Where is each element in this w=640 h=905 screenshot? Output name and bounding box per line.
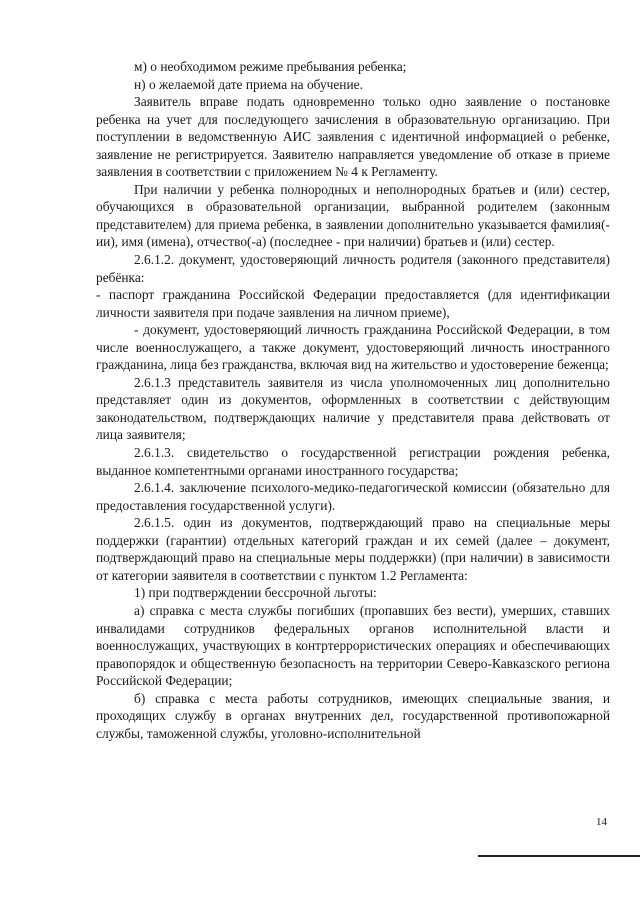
document-body bbox=[96, 58, 610, 742]
paragraph-single-application: Заявитель вправе подать одновременно только одно заявление о постановке ребенка на учет для последующего зачисления в образовательную организацию. При поступлении в ведомственную АИС заявления с идентичной информацией о ребенке, заявление не регистрируется. Заявителю направляется уведомление об отказе в приеме заявления в соответствии с приложением № 4 к Регламенту. bbox=[96, 94, 610, 180]
paragraph-item-b: б) справка с места работы сотрудников, имеющих специальные звания, и проходящих службу в органах внутренних дел, государственной противопожарной службы, таможенной службы, уголовно-исполнительной bbox=[96, 690, 610, 741]
paragraph-perpetual-benefit: 1) при подтверждении бессрочной льготы: bbox=[134, 585, 377, 601]
paragraph-identity-document: - документ, удостоверяющий личность гражданина Российской Федерации, в том числе военнослужащего, а также документ, удостоверяющий личность иностранного гражданина, лица без гражданства, включая вид на жительство и удостоверение беженца; bbox=[96, 322, 610, 373]
paragraph-2-6-1-4: 2.6.1.4. заключение психолого-медико-педагогической комиссии (обязательно для предоставления государственной услуги). bbox=[96, 480, 610, 513]
paragraph-2-6-1-5: 2.6.1.5. один из документов, подтверждающий право на специальные меры поддержки (гарантии) отдельных категорий граждан и их семей (далее – документ, подтверждающий право на специальные меры поддержки) (при наличии) в зависимости от категории заявителя в соответствии с пунктом 1.2 Регламента: bbox=[96, 515, 610, 583]
paragraph-item-m: м) о необходимом режиме пребывания ребенка; bbox=[134, 59, 407, 74]
paragraph-item-n: н) о желаемой дате приема на обучение. bbox=[134, 76, 363, 92]
paragraph-passport: - паспорт гражданина Российской Федерации предоставляется (для идентификации личности заявителя при подаче заявления на личном приеме), bbox=[96, 287, 610, 320]
paragraph-2-6-1-3-representative: 2.6.1.3 представитель заявителя из числа уполномоченных лиц дополнительно представляет один из документов, оформленных в соответствии с действующим законодательством, подтверждающих наличие у представителя права действовать от лица заявителя; bbox=[96, 374, 610, 443]
paragraph-2-6-1-3-birth-certificate: 2.6.1.3. свидетельство о государственной регистрации рождения ребенка, выданное компетентными органами иностранного государства; bbox=[96, 445, 610, 478]
page-number: 14 bbox=[596, 816, 607, 828]
footer-rule bbox=[478, 855, 640, 857]
paragraph-item-a: а) справка с места службы погибших (пропавших без вести), умерших, ставших инвалидами сотрудников федеральных органов исполнительной власти и военнослужащих, участвующих в контртеррористических операциях и обеспечивающих правопорядок и общественную безопасность на территории Северо-Кавказского региона Российской Федерации; bbox=[96, 602, 610, 689]
paragraph-siblings: При наличии у ребенка полнородных и неполнородных братьев и (или) сестер, обучающихся в образовательной организации, выбранной родителем (законным представителем) для приема ребенка, в заявлении дополнительно указывается фамилия(-ии), имя (имена), отчество(-а) (последнее - при наличии) братьев и (или) сестер. bbox=[96, 181, 610, 250]
paragraph-2-6-1-2: 2.6.1.2. документ, удостоверяющий личность родителя (законного представителя) ребёнка: bbox=[96, 252, 610, 285]
